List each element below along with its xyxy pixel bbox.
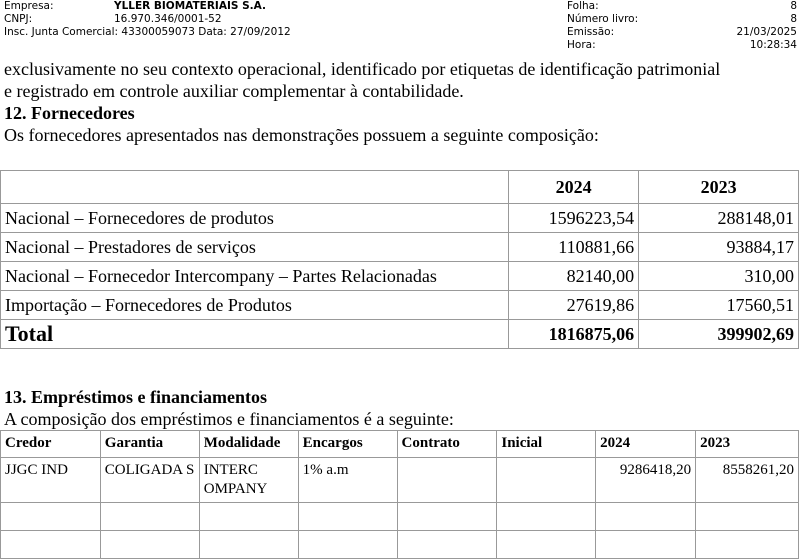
paragraph-line-1: exclusivamente no seu contexto operacional, identificado por etiquetas de identificação patrimonial <box>4 59 721 79</box>
section-12-title: 12. Fornecedores <box>4 103 135 123</box>
value-2023: 17560,51 <box>639 291 799 320</box>
garantia-cell: COLIGADA S <box>100 458 199 503</box>
emissao-value: 21/03/2025 <box>736 26 797 38</box>
value-2023: 288148,01 <box>639 204 799 233</box>
header-contrato: Contrato <box>397 431 497 458</box>
total-2024: 1816875,06 <box>509 320 639 349</box>
suppliers-header-row <box>1 171 799 204</box>
header-modalidade: Modalidade <box>199 431 298 458</box>
empty-cell <box>298 503 397 531</box>
empty-row <box>1 531 799 559</box>
livro-value: 8 <box>790 13 797 25</box>
empty-cell <box>199 503 298 531</box>
empty-cell <box>497 531 596 559</box>
suppliers-table <box>0 170 799 349</box>
header-cell-2024: 2024 <box>509 171 639 204</box>
hora-label: Hora: <box>567 39 596 51</box>
empty-cell <box>199 531 298 559</box>
livro-label: Número livro: <box>567 13 639 25</box>
empty-row <box>1 503 799 531</box>
inicial-cell <box>497 458 596 503</box>
empty-cell <box>1 531 101 559</box>
empty-cell <box>1 503 101 531</box>
empty-cell <box>696 531 799 559</box>
document-body <box>4 58 798 146</box>
total-label: Total <box>1 320 509 349</box>
section-13-text: A composição dos empréstimos e financiamentos é a seguinte: <box>4 409 454 429</box>
table-row <box>1 291 799 320</box>
header-garantia: Garantia <box>100 431 199 458</box>
emissao-label: Emissão: <box>567 26 615 38</box>
table-row <box>1 458 799 503</box>
empty-cell <box>497 503 596 531</box>
row-label: Nacional – Fornecedor Intercompany – Partes Relacionadas <box>1 262 509 291</box>
header-cell-empty <box>1 171 509 204</box>
contrato-cell <box>397 458 497 503</box>
encargos-cell: 1% a.m <box>298 458 397 503</box>
empty-cell <box>100 503 199 531</box>
hora-value: 10:28:34 <box>749 39 797 51</box>
header-cell-2023: 2023 <box>639 171 799 204</box>
page-meta <box>567 0 797 52</box>
table-row <box>1 204 799 233</box>
value-2024: 82140,00 <box>509 262 639 291</box>
empty-cell <box>696 503 799 531</box>
empty-cell <box>298 531 397 559</box>
value-2023: 93884,17 <box>639 233 799 262</box>
loans-header-row <box>1 431 799 458</box>
value-2023-cell: 8558261,20 <box>696 458 799 503</box>
cnpj-value: 16.970.346/0001-52 <box>114 13 222 25</box>
junta-comercial: Insc. Junta Comercial: 43300059073 Data: 27/09/2012 <box>4 26 291 38</box>
header-encargos: Encargos <box>298 431 397 458</box>
empty-cell <box>397 503 497 531</box>
value-2024: 110881,66 <box>509 233 639 262</box>
total-row <box>1 320 799 349</box>
company-info <box>4 0 291 39</box>
empty-cell <box>596 503 696 531</box>
header-inicial: Inicial <box>497 431 596 458</box>
header-2024: 2024 <box>596 431 696 458</box>
modalidade-cell: INTERC OMPANY <box>199 458 298 503</box>
value-2024: 27619,86 <box>509 291 639 320</box>
row-label: Nacional – Fornecedores de produtos <box>1 204 509 233</box>
header-2023: 2023 <box>696 431 799 458</box>
credor-cell: JJGC IND <box>1 458 101 503</box>
empty-cell <box>397 531 497 559</box>
empresa-value: YLLER BIOMATERIAIS S.A. <box>114 0 266 12</box>
document-header <box>0 0 800 54</box>
table-row <box>1 262 799 291</box>
value-2023: 310,00 <box>639 262 799 291</box>
table-row <box>1 233 799 262</box>
section-13-title: 13. Empréstimos e financiamentos <box>4 387 267 407</box>
empty-cell <box>100 531 199 559</box>
empresa-label: Empresa: <box>4 0 54 12</box>
row-label: Importação – Fornecedores de Produtos <box>1 291 509 320</box>
empty-cell <box>596 531 696 559</box>
row-label: Nacional – Prestadores de serviços <box>1 233 509 262</box>
folha-value: 8 <box>790 0 797 12</box>
section-12-text: Os fornecedores apresentados nas demonstrações possuem a seguinte composição: <box>4 125 599 145</box>
value-2024: 1596223,54 <box>509 204 639 233</box>
folha-label: Folha: <box>567 0 599 12</box>
cnpj-label: CNPJ: <box>4 13 33 25</box>
section-13 <box>4 386 798 430</box>
total-2023: 399902,69 <box>639 320 799 349</box>
header-credor: Credor <box>1 431 101 458</box>
paragraph-line-2: e registrado em controle auxiliar complementar à contabilidade. <box>4 81 464 101</box>
value-2024-cell: 9286418,20 <box>596 458 696 503</box>
loans-table <box>0 430 799 559</box>
